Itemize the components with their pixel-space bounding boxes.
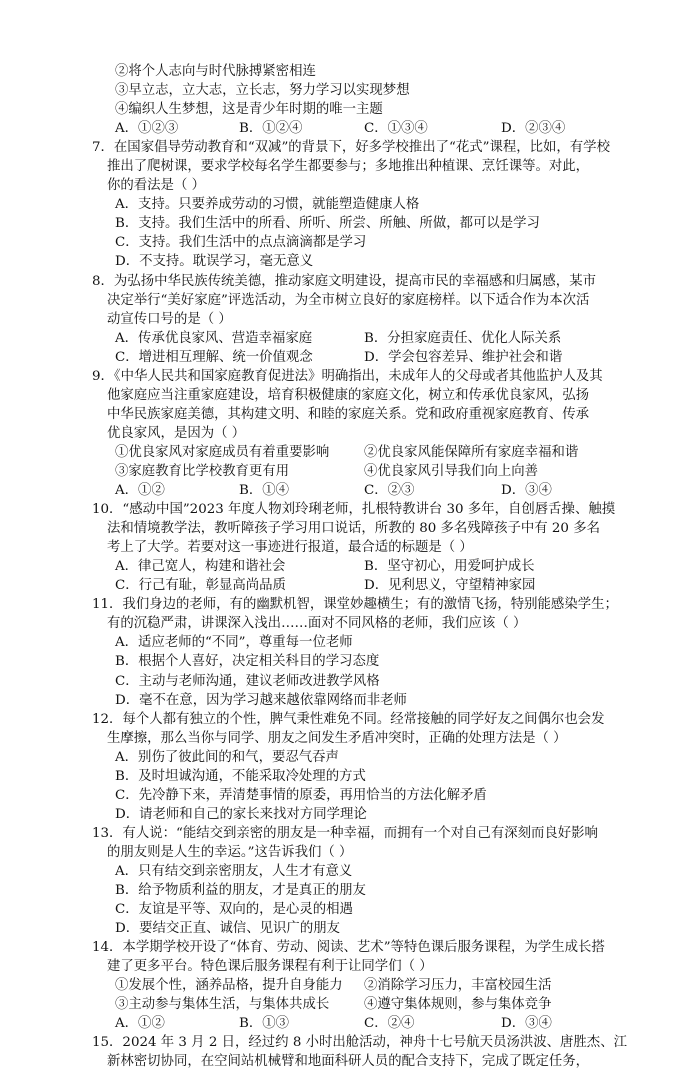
q8-option-a: A．传承优良家风、营造幸福家庭 (115, 330, 313, 346)
q14-option-b: B．①③ (239, 1016, 290, 1032)
q8-option-c: C．增进相互理解、统一价值观念 (115, 349, 313, 365)
q13-stem-1: 13．有人说：“能结交到亲密的朋友是一种幸福，而拥有一个对自己有深刻而良好影响 (92, 825, 598, 841)
q14-stem-2: 建了更多平台。特色课后服务课程有利于让同学们（ ） (107, 959, 433, 975)
q9-item-1: ①优良家风对家庭成员有着重要影响 (115, 444, 330, 460)
q9-item-4: ④优良家风引导我们向上向善 (364, 463, 539, 479)
q7-option-a: A．支持。只要养成劳动的习惯，就能塑造健康人格 (115, 197, 420, 213)
q6-option-c: C．①③④ (364, 121, 428, 137)
q10-options-row-2 (0, 576, 696, 595)
q9-stem-3: 中华民族家庭美德，其构建文明、和睦的家庭关系。党和政府重视家庭教育、传承 (107, 406, 590, 422)
q12-stem-1: 12．每个人都有独立的个性，脾气秉性难免不同。经常接触的同学好友之间偶尔也会发 (92, 711, 605, 727)
q9-option-c: C．②③ (364, 483, 415, 499)
q8-options-row-2 (0, 348, 696, 367)
q9-stem-2: 他家庭应当注重家庭建设，培育积极健康的家庭文化，树立和传承优良家风，弘扬 (107, 387, 590, 403)
q6-item-4: ④编织人生梦想，这是青少年时期的唯一主题 (115, 102, 383, 118)
q15-stem-2: 新林密切协同，在空间站机械臂和地面科研人员的配合支持下，完成了既定任务， (107, 1054, 590, 1070)
q9-option-b: B．①④ (239, 483, 290, 499)
q13-option-b: B．给予物质利益的朋友，才是真正的朋友 (115, 883, 366, 899)
q13-stem-2: 的朋友则是人生的幸运。”这告诉我们（ ） (107, 844, 353, 860)
q11-option-a: A．适应老师的“不同”，尊重每一位老师 (115, 635, 353, 651)
q11-stem-1: 11．我们身边的老师，有的幽默机智，课堂妙趣横生；有的激情飞扬，特别能感染学生； (92, 597, 618, 613)
q9-stem-4: 优良家风，是因为（ ） (107, 425, 246, 441)
q10-option-d: D．见利思义，守望精神家园 (364, 578, 536, 594)
q14-item-3: ③主动参与集体生活，与集体共成长 (115, 997, 330, 1013)
q6-option-a: A．①②③ (115, 121, 179, 137)
q7-option-c: C．支持。我们生活中的点点滴滴都是学习 (115, 235, 367, 251)
q6-options (0, 119, 696, 138)
q12-option-b: B．及时坦诚沟通，不能采取冷处理的方式 (115, 768, 366, 784)
q9-item-2: ②优良家风能保障所有家庭幸福和谐 (364, 444, 579, 460)
q12-option-c: C．先冷静下来，弄清楚事情的原委，再用恰当的方法化解矛盾 (115, 787, 487, 803)
q7-option-b: B．支持。我们生活中的所看、所听、所尝、所触、所做，都可以是学习 (115, 216, 540, 232)
q12-stem-2: 生摩擦，那么当你与同学、朋友之间发生矛盾冲突时，正确的处理方法是（ ） (107, 730, 567, 746)
q8-stem-1: 8．为弘扬中华民族传统美德，推动家庭文明建设，提高市民的幸福感和归属感，某市 (92, 273, 596, 289)
q8-option-d: D．学会包容差异、维护社会和谐 (364, 349, 563, 365)
q14-items-row-1 (0, 976, 696, 995)
q10-option-b: B．坚守初心，用爱呵护成长 (364, 559, 535, 575)
q10-option-a: A．律己宽人，构建和谐社会 (115, 559, 286, 575)
q13-option-a: A．只有结交到亲密朋友，人生才有意义 (115, 863, 353, 879)
q14-item-2: ②消除学习压力，丰富校园生活 (364, 978, 552, 994)
q14-option-c: C．②④ (364, 1016, 415, 1032)
q14-items-row-2 (0, 995, 696, 1014)
q8-stem-3: 动宣传口号的是（ ） (107, 311, 232, 327)
q11-option-c: C．主动与老师沟通，建议老师改进教学风格 (115, 673, 380, 689)
q10-stem-2: 法和情境教学法，教听障孩子学习用口说话，所教的 80 多名残障孩子中有 20 多名 (107, 521, 600, 537)
q8-options-row-1 (0, 329, 696, 348)
q11-stem-2: 有的沉稳严肃，讲课深入浅出……面对不同风格的老师，我们应该（ ） (107, 616, 527, 632)
q11-option-d: D．毫不在意，因为学习越来越依靠网络而非老师 (115, 692, 407, 708)
q12-option-a: A．别伤了彼此间的和气，要忍气吞声 (115, 749, 339, 765)
q10-option-c: C．行己有耻，彰显高尚品质 (115, 578, 286, 594)
q9-items-row-2 (0, 462, 696, 481)
q10-stem-3: 考上了大学。若要对这一事迹进行报道，最合适的标题是（ ） (107, 540, 473, 556)
q6-item-2: ②将个人志向与时代脉搏紧密相连 (115, 64, 316, 79)
q13-option-c: C．友谊是平等、双向的，是心灵的相遇 (115, 902, 353, 918)
q14-option-a: A．①② (115, 1016, 165, 1032)
q14-option-d: D．③④ (501, 1016, 552, 1032)
q6-option-d: D．②③④ (501, 121, 566, 137)
q8-option-b: B．分担家庭责任、优化人际关系 (364, 330, 562, 346)
q9-options (0, 481, 696, 500)
q7-stem-2: 推出了爬树课，要求学校每名学生都要参与；多地推出种植课、烹饪课等。对此， (107, 159, 590, 175)
q9-stem-1: 9．《中华人民共和国家庭教育促进法》明确指出，未成年人的父母或者其他监护人及其 (92, 368, 603, 384)
q7-option-d: D．不支持。耽误学习，毫无意义 (115, 254, 314, 270)
q14-options (0, 1014, 696, 1033)
q14-item-1: ①发展个性，涵养品格，提升自身能力 (115, 978, 343, 994)
q10-options-row-1 (0, 557, 696, 576)
q8-stem-2: 决定举行“美好家庭”评选活动，为全市树立良好的家庭榜样。以下适合作为本次活 (107, 292, 590, 308)
q13-option-d: D．要结交正直、诚信、见识广的朋友 (115, 921, 340, 937)
q9-option-d: D．③④ (501, 483, 552, 499)
q9-item-3: ③家庭教育比学校教育更有用 (115, 463, 290, 479)
q7-stem-3: 你的看法是（ ） (107, 178, 205, 194)
q14-stem-1: 14．本学期学校开设了“体育、劳动、阅读、艺术”等特色课后服务课程，为学生成长搭 (92, 940, 605, 956)
q10-stem-1: 10．“感动中国”2023 年度人物刘玲琍老师，扎根特教讲台 30 多年，自创唇舌操、触摸 (92, 502, 616, 518)
q7-stem-1: 7．在国家倡导劳动教育和“双减”的背景下，好多学校推出了“花式”课程，比如，有学校 (92, 140, 610, 156)
q11-option-b: B．根据个人喜好，决定相关科目的学习态度 (115, 654, 380, 670)
q9-option-a: A．①② (115, 483, 165, 499)
q15-stem-1: 15．2024 年 3 月 2 日，经过约 8 小时出舱活动，神舟十七号航天员汤洪波、唐胜杰、江 (92, 1035, 627, 1051)
q9-items-row-1 (0, 443, 696, 462)
q14-item-4: ④遵守集体规则，参与集体竞争 (364, 997, 552, 1013)
q12-option-d: D．请老师和自己的家长来找对方同学理论 (115, 806, 367, 822)
q6-option-b: B．①②④ (239, 121, 303, 137)
q6-item-3: ③早立志，立大志，立长志，努力学习以实现梦想 (115, 83, 410, 99)
